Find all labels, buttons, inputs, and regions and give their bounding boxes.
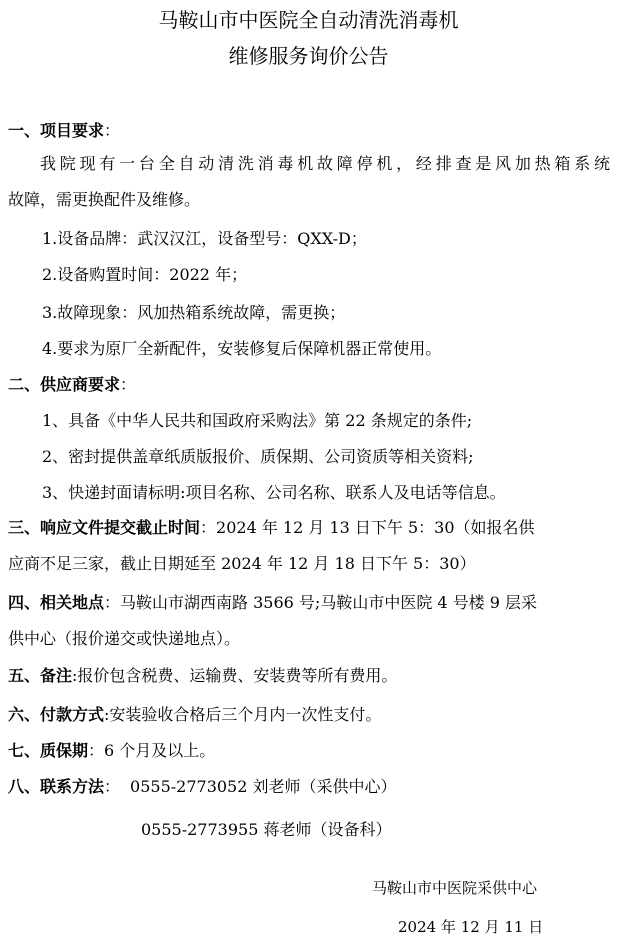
section-2-heading-row [8, 374, 136, 396]
document-title-line-1: 马鞍山市中医院全自动清洗消毒机 [158, 8, 459, 32]
section-3-colon: ： [200, 518, 217, 537]
section-1-item-3: 3.故障现象：风加热箱系统故障，需更换； [42, 303, 346, 322]
section-2-item-1: 1、具备《中华人民共和国政府采购法》第 22 条规定的条件; [42, 411, 473, 430]
section-3-text-line-1: 2024 年 12 月 13 日下午 5：30（如报名供 [216, 518, 535, 537]
section-7-text: 6 个月及以上。 [104, 741, 216, 760]
section-1-heading: 一、项目要求 [8, 121, 105, 140]
section-2-colon: ： [120, 375, 137, 394]
signature-date: 2024 年 12 月 11 日 [398, 918, 544, 936]
section-8-contact-2: 0555-2773955 蒋老师（设备科） [141, 820, 392, 839]
section-8-colon: ： [104, 777, 121, 796]
section-2-item-3: 3、快递封面请标明:项目名称、公司名称、联系人及电话等信息。 [42, 483, 506, 502]
section-7-colon: ： [88, 741, 105, 760]
section-3-heading: 三、响应文件提交截止时间 [8, 518, 201, 537]
section-3-text-line-2: 应商不足三家，截止日期延至 2024 年 12 月 18 日下午 5：30） [8, 554, 476, 573]
section-1-heading-row [8, 120, 120, 142]
section-5-text: 报价包含税费、运输费、安装费等所有费用。 [77, 666, 398, 685]
section-4-text-line-1: 马鞍山市湖西南路 3566 号;马鞍山市中医院 4 号楼 9 层采 [120, 593, 538, 612]
section-4-heading: 四、相关地点 [8, 593, 105, 612]
section-5-row [8, 665, 397, 687]
section-8-contact-1: 0555-2773052 刘老师（采供中心） [130, 777, 397, 796]
section-6-colon: : [104, 705, 110, 724]
section-1-item-1: 1.设备品牌：武汉汉江，设备型号：QXX-D； [42, 229, 367, 248]
section-1-paragraph-line-1: 我院现有一台全自动清洗消毒机故障停机，经排查是风加热箱系统 [40, 154, 610, 173]
section-6-row [8, 704, 381, 726]
section-6-heading: 六、付款方式 [8, 705, 105, 724]
document-title-line-2: 维修服务询价公告 [228, 44, 389, 68]
section-5-heading: 五、备注 [8, 666, 73, 685]
section-8-heading: 八、联系方法 [8, 777, 105, 796]
section-1-paragraph-line-2: 故障，需更换配件及维修。 [8, 190, 201, 209]
signature-organization: 马鞍山市中医院采供中心 [372, 879, 538, 897]
section-3-line-1 [8, 517, 535, 539]
section-7-row [8, 740, 215, 762]
section-2-heading: 二、供应商要求 [8, 375, 121, 394]
section-1-item-4: 4.要求为原厂全新配件，安装修复后保障机器正常使用。 [42, 339, 442, 358]
section-5-colon: : [72, 666, 78, 685]
section-1-item-2: 2.设备购置时间：2022 年； [42, 265, 248, 284]
section-2-item-2: 2、密封提供盖章纸质版报价、质保期、公司资质等相关资料; [42, 447, 474, 466]
section-8-row [8, 776, 397, 798]
section-6-text: 安装验收合格后三个月内一次性支付。 [109, 705, 382, 724]
section-4-text-line-2: 供中心（报价递交或快递地点）。 [8, 629, 241, 648]
section-7-heading: 七、质保期 [8, 741, 89, 760]
section-1-colon: ： [104, 121, 121, 140]
section-4-line-1 [8, 592, 537, 614]
section-4-colon: ： [104, 593, 121, 612]
